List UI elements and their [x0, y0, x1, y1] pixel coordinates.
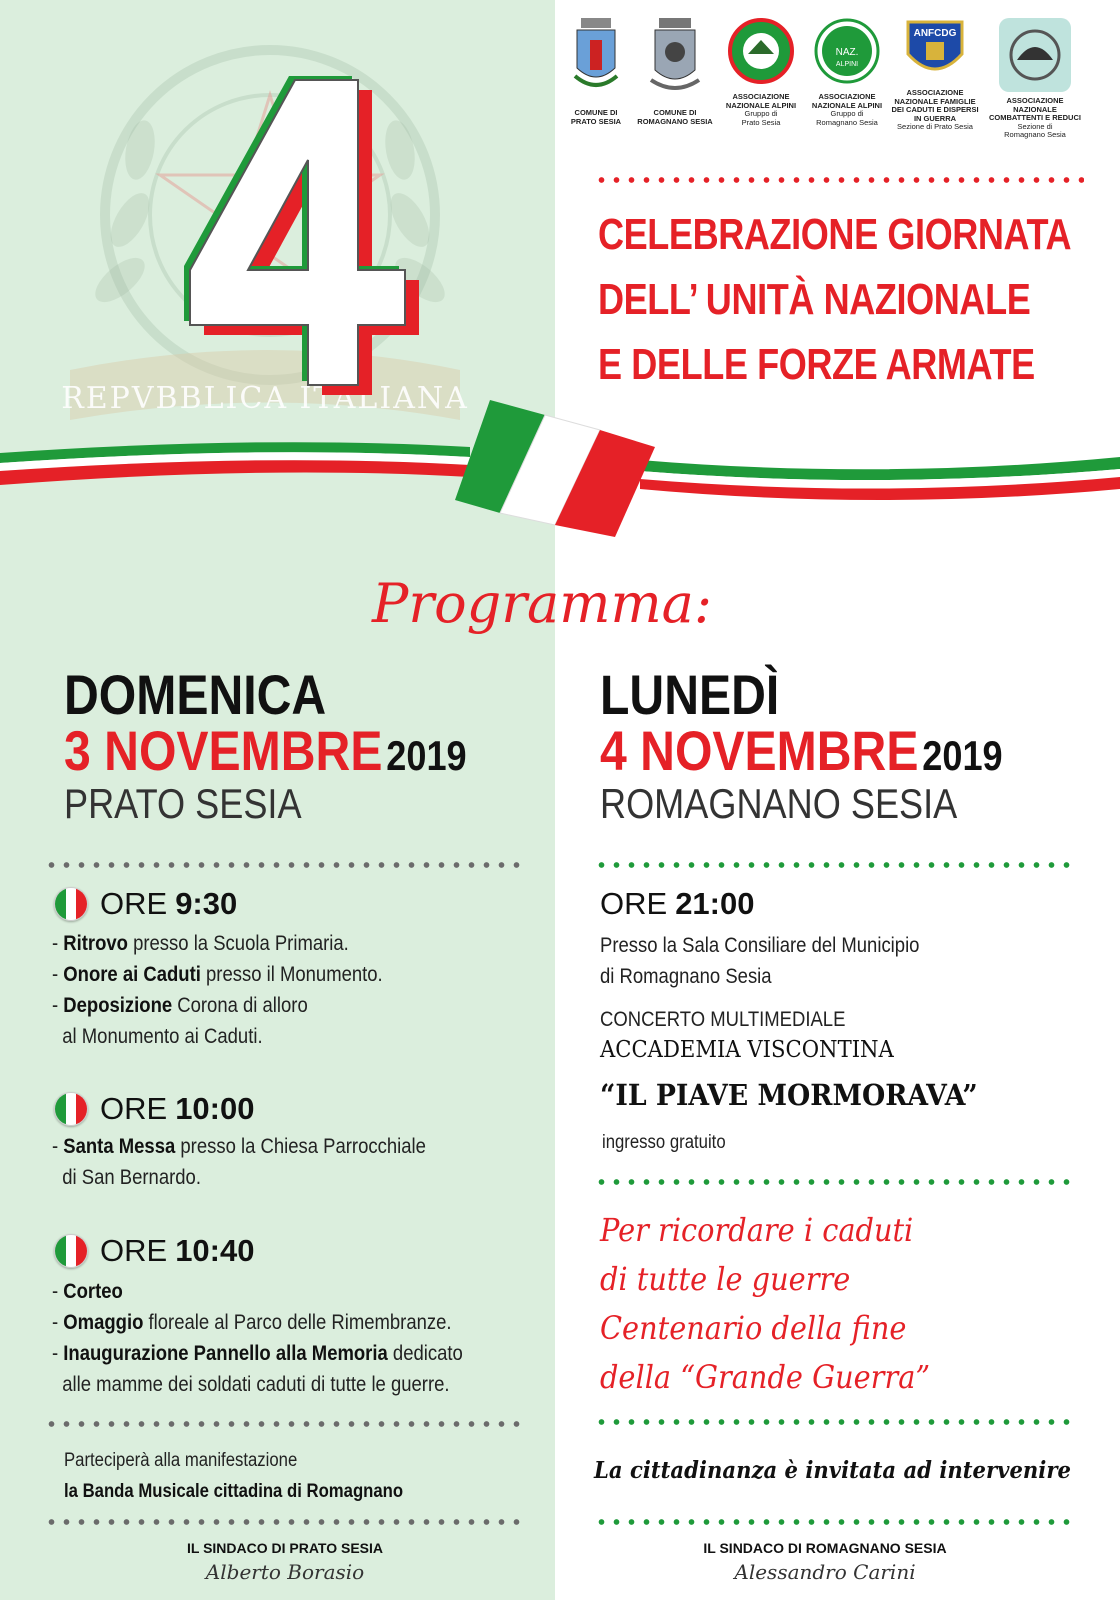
entry-note: ingresso gratuito: [602, 1132, 726, 1153]
concert-line-2: ACCADEMIA VISCONTINA: [600, 1037, 894, 1063]
separator-dotted: [44, 861, 524, 869]
logo-comune-prato-sesia: [565, 18, 627, 126]
list-item: - Deposizione Corona di alloro: [52, 994, 308, 1017]
right-place: ROMAGNANO SESIA: [600, 780, 958, 827]
list-item: alle mamme dei soldati caduti di tutte le guerre.: [62, 1373, 450, 1396]
italian-flag-icon: [54, 1234, 88, 1268]
list-item: al Monumento ai Caduti.: [62, 1025, 263, 1048]
remember-line-1: Per ricordare i caduti: [600, 1211, 914, 1249]
svg-text:ALPINI: ALPINI: [835, 61, 859, 68]
programma-title: Programma:: [372, 572, 713, 635]
right-date: 4 NOVEMBRE: [600, 719, 919, 782]
right-time-header: [600, 886, 754, 922]
romagnano-sesia-crest-icon: [649, 18, 701, 100]
list-item: di San Bernardo.: [62, 1166, 201, 1189]
logo-ana-prato-sesia: [721, 18, 801, 127]
slot-label: ORE: [600, 886, 668, 921]
anfcdg-shield-icon: [904, 18, 966, 84]
slot-time: 9:30: [175, 886, 238, 921]
remember-line-2: di tutte le guerre: [600, 1260, 851, 1298]
venue-line-1: Presso la Sala Consiliare del Municipio: [600, 934, 920, 957]
right-mayor-title: IL SINDACO DI ROMAGNANO SESIA: [703, 1540, 947, 1556]
slot-time: 21:00: [675, 886, 755, 921]
right-mayor-name: Alessandro Carini: [734, 1560, 916, 1584]
logo-caption: ASSOCIAZIONE NAZIONALE COMBATTENTI E REDUCI Sezione di Romagnano Sesia: [989, 96, 1081, 139]
logo-caption: COMUNE DI ROMAGNANO SESIA: [637, 108, 713, 126]
ancr-helmet-icon: [999, 18, 1071, 92]
tricolore-ribbon: [0, 385, 1120, 545]
separator-dotted: [44, 1420, 524, 1428]
band-note: [64, 1445, 403, 1507]
logo-caption: COMUNE DI PRATO SESIA: [570, 108, 622, 126]
list-item: - Omaggio floreale al Parco delle Rimembranze.: [52, 1311, 452, 1334]
logo-ana-romagnano-sesia: [807, 18, 887, 127]
band-line-1: Parteciperà alla manifestazione: [64, 1450, 298, 1471]
left-date-line: [64, 718, 467, 783]
remember-line-3: Centenario della fine: [600, 1309, 907, 1347]
headline-line-3: E DELLE FORZE ARMATE: [598, 340, 1035, 389]
left-slot-2-header: [54, 1091, 254, 1127]
invite-text: La cittadinanza è invitata ad intervenire: [594, 1457, 1071, 1484]
slot-label: ORE: [100, 1091, 168, 1126]
band-line-2: la Banda Musicale cittadina di Romagnano: [64, 1481, 404, 1502]
separator-dotted: [44, 1518, 524, 1526]
left-slot-1-items: [52, 928, 383, 1052]
list-item: - Ritrovo presso la Scuola Primaria.: [52, 932, 349, 955]
right-day: LUNEDÌ: [600, 663, 780, 726]
logo-ancr: [985, 18, 1085, 140]
left-day: DOMENICA: [64, 663, 327, 726]
separator-dotted: [594, 1178, 1074, 1186]
left-year: 2019: [386, 732, 467, 779]
logo-caption: ASSOCIAZIONE NAZIONALE ALPINI Gruppo di Romagnano Sesia: [811, 92, 883, 127]
separator-dotted: [594, 861, 1074, 869]
left-slot-3-header: [54, 1233, 254, 1269]
left-slot-2-items: [52, 1131, 426, 1193]
svg-text:NAZ.: NAZ.: [835, 47, 859, 58]
logo-caption: ASSOCIAZIONE NAZIONALE ALPINI Gruppo di Prato Sesia: [725, 92, 797, 127]
slot-time: 10:00: [175, 1091, 255, 1126]
left-mayor-title: IL SINDACO DI PRATO SESIA: [186, 1540, 384, 1556]
prato-sesia-crest-icon: [573, 18, 619, 100]
separator-dotted: [594, 1418, 1074, 1426]
list-item: - Inaugurazione Pannello alla Memoria dedicato: [52, 1342, 463, 1365]
concert-title: “IL PIAVE MORMORAVA”: [600, 1078, 978, 1112]
remember-block: [600, 1206, 930, 1402]
republic-emblem: [40, 0, 540, 450]
headline-line-1: CELEBRAZIONE GIORNATA: [598, 210, 1072, 259]
logo-anfcdg: [890, 18, 980, 132]
anfcdg-label: ANFCDG: [913, 28, 957, 39]
left-mayor-name: Alberto Borasio: [205, 1560, 365, 1584]
logo-caption: ASSOCIAZIONE NAZIONALE FAMIGLIE DEI CADUTI E DISPERSI IN GUERRA Sezione di Prato Sesia: [891, 88, 979, 131]
right-date-line: [600, 718, 1003, 783]
list-item: - Santa Messa presso la Chiesa Parrocchiale: [52, 1135, 426, 1158]
list-item: - Corteo: [52, 1280, 123, 1303]
left-slot-3-items: [52, 1276, 463, 1400]
slot-label: ORE: [100, 1233, 168, 1268]
emblem-motto: REPVBBLICA ITALIANA: [61, 381, 469, 416]
left-date: 3 NOVEMBRE: [64, 719, 383, 782]
list-item: - Onore ai Caduti presso il Monumento.: [52, 963, 383, 986]
left-slot-1-header: [54, 886, 237, 922]
logo-comune-romagnano-sesia: [635, 18, 715, 126]
remember-line-4: della “Grande Guerra”: [600, 1358, 931, 1396]
logos-row: [565, 18, 1110, 148]
slot-label: ORE: [100, 886, 168, 921]
separator-dotted: [594, 176, 1084, 184]
separator-dotted: [594, 1518, 1074, 1526]
slot-time: 10:40: [175, 1233, 255, 1268]
ana-romagnano-sesia-icon: [814, 18, 880, 84]
venue-line-2: di Romagnano Sesia: [600, 965, 772, 988]
right-year: 2019: [922, 732, 1003, 779]
right-venue: [600, 930, 919, 992]
italian-flag-icon: [54, 887, 88, 921]
italian-flag-icon: [54, 1092, 88, 1126]
concert-line-1: CONCERTO MULTIMEDIALE: [600, 1008, 846, 1031]
headline-line-2: DELL’ UNITÀ NAZIONALE: [598, 275, 1031, 324]
left-place: PRATO SESIA: [64, 780, 302, 827]
ana-prato-sesia-icon: [728, 18, 794, 84]
